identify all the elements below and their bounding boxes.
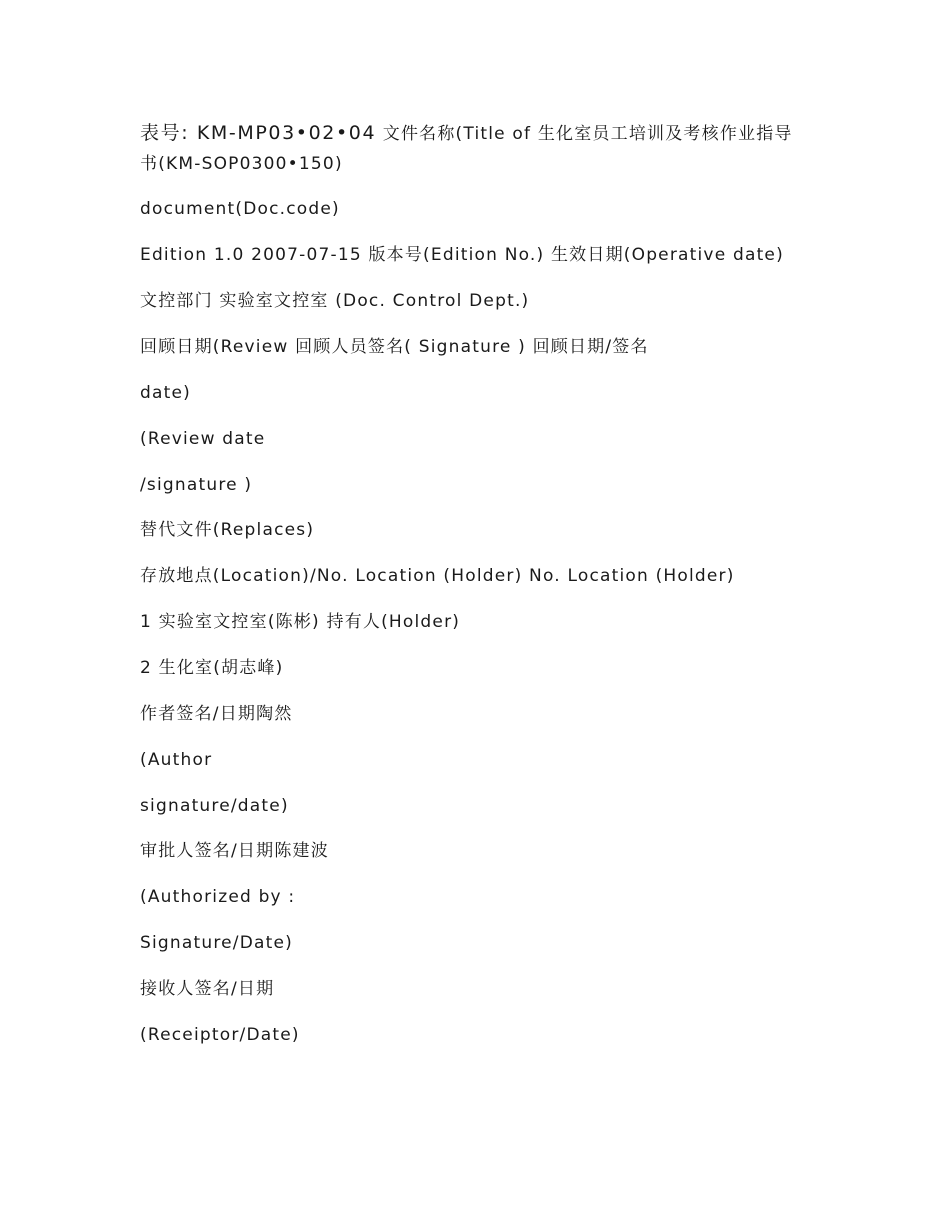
doc-code-label: document(Doc.code) [140, 199, 340, 219]
edition-line: Edition 1.0 2007-07-15 版本号(Edition No.) 生效日期(Operative date) [140, 245, 784, 265]
author-signature: 作者签名/日期陶然 [140, 704, 293, 724]
authorized-by-label: (Authorized by : [140, 887, 296, 907]
receiver-signature: 接收人签名/日期 [140, 979, 275, 999]
authorized-signature-date-label: Signature/Date) [140, 933, 294, 953]
location-row-1: 1 实验室文控室(陈彬) 持有人(Holder) [140, 612, 461, 632]
approver-signature: 审批人签名/日期陈建波 [140, 841, 329, 861]
document-title: 文件名称(Title of 生化室员工培训及考核作业指导 [376, 124, 793, 144]
document-header [140, 118, 820, 179]
author-signature-date-label: signature/date) [140, 796, 289, 816]
location-header: 存放地点(Location)/No. Location (Holder) No. Location (Holder) [140, 566, 735, 586]
review-header: 回顾日期(Review 回顾人员签名( Signature ) 回顾日期/签名 [140, 337, 649, 357]
replaces-label: 替代文件(Replaces) [140, 520, 315, 540]
doc-control-dept: 文控部门 实验室文控室 (Doc. Control Dept.) [140, 291, 530, 311]
receiptor-date-label: (Receiptor/Date) [140, 1025, 300, 1045]
review-date-label: date) [140, 383, 191, 403]
form-number: 表号: KM-MP03•02•04 [140, 122, 377, 144]
review-signature-label: /signature ) [140, 475, 253, 495]
document-title-continued: 书(KM-SOP0300•150) [140, 154, 343, 174]
review-date-signature-label: (Review date [140, 429, 266, 449]
author-label: (Author [140, 750, 213, 770]
location-row-2: 2 生化室(胡志峰) [140, 658, 284, 678]
